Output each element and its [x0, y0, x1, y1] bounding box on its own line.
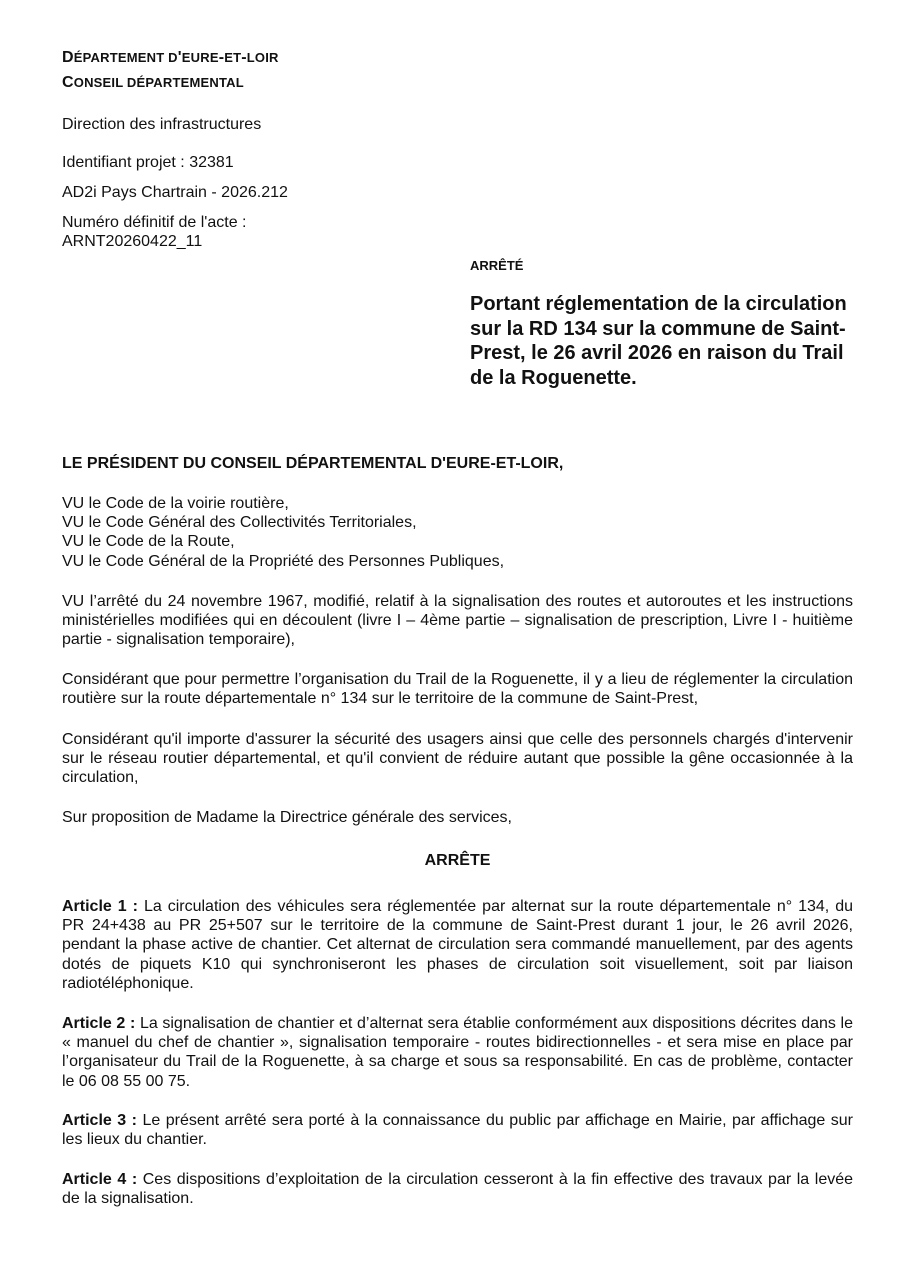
article-text: La signalisation de chantier et d’alternat sera établie conformément aux dispositions décrites dans le « manuel du chef de chantier », signalisation temporaire - routes bidirectionnelles - et sera mise en place par l’organisateur du Trail de la Roguenette, à sa charge et sous sa responsabilité. En cas de problème, contacter le 06 08 55 00 75. [62, 1015, 853, 1090]
departement-name [62, 50, 279, 66]
conseil-part: ONSEIL D [73, 75, 137, 90]
vu-code-item: VU le Code de la Route, [62, 533, 235, 551]
departement-part: LOIR [246, 50, 279, 65]
arrete-heading: ARRÊTE [424, 852, 491, 869]
vu-code-item: VU le Code Général des Collectivités Territoriales, [62, 514, 417, 532]
numero-acte [62, 213, 382, 251]
article-text: Le présent arrêté sera porté à la connaissance du public par affichage en Mairie, par affichage sur les lieux du chantier. [62, 1112, 853, 1149]
conseil-name [62, 75, 244, 91]
numero-acte-label: Numéro définitif de l'acte : [62, 214, 247, 231]
departement-initial: D [62, 49, 74, 66]
conseil-part: ÉPARTEMENTAL [136, 75, 244, 90]
article-2 [62, 1014, 853, 1091]
arrete-label: ARRÊTÉ [470, 258, 524, 273]
article-label: Article 1 : [62, 898, 138, 915]
numero-acte-value: ARNT20260422_11 [62, 233, 203, 250]
president-heading: LE PRÉSIDENT DU CONSEIL DÉPARTEMENTAL D'EURE-ET-LOIR, [62, 455, 564, 472]
article-label: Article 4 : [62, 1171, 138, 1188]
proposition-paragraph: Sur proposition de Madame la Directrice générale des services, [62, 809, 512, 826]
vu-arrete-paragraph: VU l’arrêté du 24 novembre 1967, modifié, relatif à la signalisation des routes et autoroutes et les instructions ministérielles modifiées qui en découlent (livre I – 4ème partie – signalisation de prescription, Livre I - huitième partie - signalisation temporaire), [62, 593, 853, 649]
article-label: Article 2 : [62, 1015, 136, 1032]
identifiant-projet: Identifiant projet : 32381 [62, 154, 234, 171]
article-3 [62, 1111, 853, 1149]
article-4 [62, 1170, 853, 1208]
ad2i-reference: AD2i Pays Chartrain - 2026.212 [62, 184, 288, 201]
conseil-initial: C [62, 74, 74, 91]
article-text: Ces dispositions d’exploitation de la circulation cesseront à la fin effective des travaux par la levée de la signalisation. [62, 1171, 854, 1208]
direction: Direction des infrastructures [62, 116, 262, 133]
departement-hyphen: - [241, 49, 247, 66]
vu-code-item: VU le Code Général de la Propriété des Personnes Publiques, [62, 552, 505, 570]
vu-codes-list [62, 494, 853, 571]
article-label: Article 3 : [62, 1112, 137, 1129]
article-text: La circulation des véhicules sera réglementée par alternat sur la route départementale n° 134, du PR 24+438 au PR 25+507 sur le territoire de la commune de Saint-Prest durant 1 jour, le 26 avril 2026, pendant la phase active de chantier. Cet alternat de circulation sera commandé manuellement, par des agents dotés de piquets K10 qui synchroniseront les phases de circulation soit visuellement, soit par liaison radiotéléphonique. [62, 898, 853, 992]
departement-hyphen: - [218, 49, 225, 66]
vu-code-item: VU le Code de la voirie routière, [62, 495, 289, 512]
departement-apostrophe: ' [177, 49, 182, 66]
departement-part: EURE [181, 50, 219, 65]
document-title: Portant réglementation de la circulation sur la RD 134 sur la commune de Saint-Prest, le 26 avril 2026 en raison du Trail de la Roguenette. [470, 293, 847, 389]
considerant-paragraph-2: Considérant qu'il importe d'assurer la sécurité des usagers ainsi que celle des personnels chargés d'intervenir sur le réseau routier départemental, et qu'il convient de réduire autant que possible la gêne occasionnée à la circulation, [62, 731, 853, 787]
departement-part: ET [224, 50, 242, 65]
considerant-paragraph-1: Considérant que pour permettre l’organisation du Trail de la Roguenette, il y a lieu de réglementer la circulation routière sur la route départementale n° 134 sur le territoire de la commune de Saint-Prest, [62, 671, 853, 708]
departement-part: ÉPARTEMENT D [73, 50, 178, 65]
article-1 [62, 897, 853, 993]
